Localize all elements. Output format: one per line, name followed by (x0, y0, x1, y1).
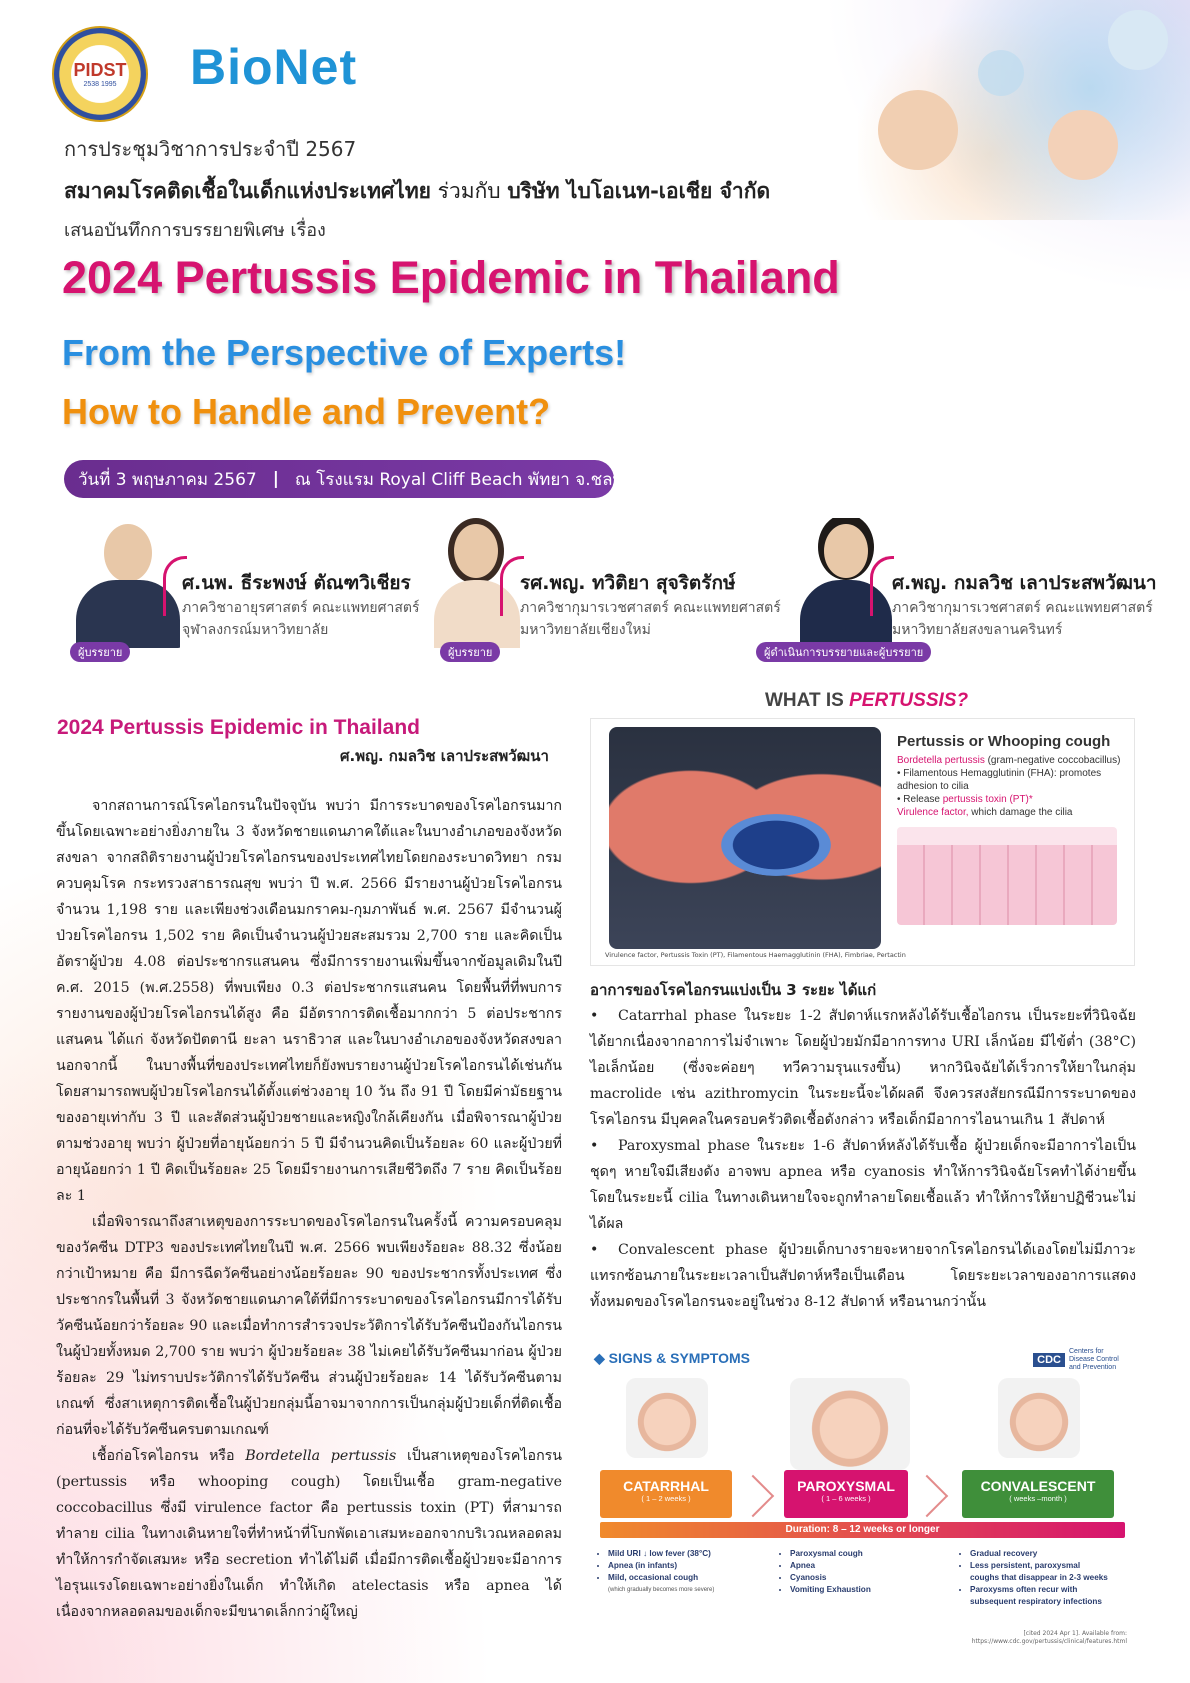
symptom-item: • Vomiting Exhaustion (790, 1584, 930, 1596)
event-venue: ณ โรงแรม Royal Cliff Beach พัทยา จ.ชลบุรี (294, 469, 633, 490)
organizer-joint: ร่วมกับ (431, 179, 508, 203)
cilia-illustration (897, 827, 1117, 925)
speaker-2-role: ผู้บรรยาย (440, 642, 500, 662)
signs-symptoms-figure (590, 1344, 1135, 1652)
speaker-1-role: ผู้บรรยาย (70, 642, 130, 662)
conference-line: การประชุมวิชาการประจำปี 2567 (64, 137, 357, 161)
figure-fact-3: • Release pertussis toxin (PT)* (897, 794, 1033, 805)
phase-box-paroxysmal (784, 1470, 908, 1518)
speaker-1-name: ศ.นพ. ธีระพงษ์ ตัณฑวิเชียร (182, 572, 411, 594)
phases-heading: อาการของโรคไอกรนแบ่งเป็น 3 ระยะ ได้แก่ (590, 981, 877, 999)
bacterium-illustration (721, 814, 831, 876)
what-is-pertussis-heading (765, 690, 968, 712)
article-paragraph-3-lead: เชื้อก่อโรคไอกรน หรือ (92, 1448, 246, 1464)
article-paragraph-2-text: เมื่อพิจารณาถึงสาเหตุของการระบาดของโรคไอกรนในครั้งนี้ ความครอบคลุมของวัคซีน DTP3 ของประเทศไทยในปี พ.ศ. 2566 พบเพียงร้อยละ 88.32 ซึ่งน้อยกว่าเป้าหมาย คือ มีการฉีดวัคซีนอย่างน้อยร้อยละ 90 ของประชากรทั้งประเทศ ซึ่งประชากรในพื้นที่ 3 จังหวัดชายแดนภาคใต้ที่มีการระบาดของโรคไอกรนมีการได้รับวัคซีนน้อยกว่าร้อยละ 90 และเมื่อทำการสำรวจประวัติการได้รับวัคซีนป้องกันไอกรนในผู้ป่วยทั้งหมด 2,700 ราย พบว่า ผู้ป่วยร้อยละ 38 ไม่เคยได้รับวัคซีนมาก่อน ผู้ป่วยร้อยละ 29 ไม่ทราบประวัติการได้รับวัคซีน ส่วนผู้ป่วยร้อยละ 14 ได้รับวัคซีนตามเกณฑ์ ซึ่งสาเหตุการติดเชื้อในผู้ป่วยกลุ่มนี้อาจมาจากการเป็นกลุ่มผู้ป่วยเด็กที่ติดเชื้อก่อนที่จะได้รับวัคซีนครบตามเกณฑ์ (56, 1214, 562, 1438)
article-paragraph-2 (56, 1209, 562, 1443)
figure-fact-1 (897, 754, 1129, 767)
symptom-item: • Apnea (790, 1560, 930, 1572)
phase-box-catarrhal-name: CATARRHAL (623, 1478, 709, 1494)
phase-paroxysmal-text: Paroxysmal phase ในระยะ 1-6 สัปดาห์หลังได้รับเชื้อ ผู้ป่วยเด็กจะมีอาการไอเป็นชุดๆ หายใจมีเสียงดัง อาจพบ apnea หรือ cyanosis ทำให้การวินิจฉัยโรคทำได้ง่ายขึ้น โดยในระยะนี้ cilia ในทางเดินหายใจจะถูกทำลายโดยเชื้อแล้ว ทำให้การให้ยาปฏิชีวนะไม่ได้ผล (590, 1138, 1136, 1232)
header-photo-children (858, 0, 1190, 220)
bionet-logo: BioNet (190, 39, 358, 95)
figure-fact-2-text: Filamentous Hemagglutinin (FHA): promotes adhesion to cilia (897, 768, 1102, 792)
phase-box-convalescent-name: CONVALESCENT (980, 1478, 1096, 1494)
duration-bar: Duration: 8 – 12 weeks or longer (600, 1522, 1125, 1538)
phase-box-convalescent-weeks: ( weeks –month ) (1009, 1494, 1067, 1503)
phase-paroxysmal (590, 1133, 1136, 1237)
symptom-item: • Cyanosis (790, 1572, 930, 1584)
baby-photo-paroxysmal (790, 1378, 910, 1470)
phase-bullet: • (590, 1242, 599, 1258)
speaker-3-accent (870, 556, 894, 616)
speaker-2-affiliation-2: มหาวิทยาลัยเชียงใหม่ (520, 622, 651, 638)
symptom-item: • Less persistent, paroxysmal coughs that disappear in 2-3 weeks (970, 1560, 1110, 1584)
article-paragraph-3-rest: เป็นสาเหตุของโรคไอกรน (pertussis หรือ whooping cough) โดยเป็นเชื้อ gram-negative coccobacillus ซึ่งมี virulence factor คือ pertussis toxin (PT) ที่สามารถทำลาย cilia ในทางเดินหายใจที่ทำหน้าที่โบกพัดเอาเสมหะออกจากบริเวณหลอดลม ทำให้การกำจัดเสมหะ หรือ secretion ทำได้ไม่ดี เมื่อมีการติดเชื้อผู้ป่วยจะมีอาการไอรุนแรงโดยเฉพาะอย่างยิ่งในเด็ก ทำให้เกิด atelectasis หรือ apnea ได้ เนื่องจากหลอดลมของเด็กจะมีขนาดเล็กกว่าผู้ใหญ่ (56, 1448, 562, 1620)
phase-box-convalescent (962, 1470, 1114, 1518)
symptom-item: • Gradual recovery (970, 1548, 1110, 1560)
symptom-item: • Mild, occasional cough (608, 1572, 768, 1584)
figure-fact-4 (897, 806, 1129, 819)
phase-box-paroxysmal-weeks: ( 1 – 6 weeks ) (821, 1494, 871, 1503)
what-is-emphasis: PERTUSSIS? (849, 690, 969, 711)
phases-list (590, 1003, 1136, 1315)
article-title: 2024 Pertussis Epidemic in Thailand (57, 716, 420, 739)
event-separator: | (272, 469, 279, 489)
figure-fact-4-rest: which damage the cilia (968, 807, 1073, 818)
baby-photo-convalescent (998, 1378, 1080, 1458)
present-line: เสนอบันทึกการบรรยายพิเศษ เรื่อง (64, 220, 326, 241)
speaker-1-affiliation-2: จุฬาลงกรณ์มหาวิทยาลัย (182, 622, 329, 638)
cdc-citation (972, 1630, 1127, 1646)
cdc-logo (1033, 1348, 1129, 1372)
symptom-item: • Paroxysms often recur with subsequent respiratory infections (970, 1584, 1110, 1608)
subtitle-perspective: From the Perspective of Experts! (62, 332, 627, 373)
figure-fact-4-lead: Virulence factor, (897, 807, 969, 818)
article-paragraph-1: จากสถานการณ์โรคไอกรนในปัจจุบัน พบว่า มีการระบาดของโรคไอกรนมากขึ้นโดยเฉพาะอย่างยิ่งภายใน 3 จังหวัดชายแดนภาคใต้และในบางอำเภอของจังหวัดสงขลา จากสถิติรายงานผู้ป่วยโรคไอกรนของประเทศไทยโดยกองระบาดวิทยา กรมควบคุมโรค กระทรวงสาธารณสุข พบว่า ปี พ.ศ. 2566 มีรายงานผู้ป่วยโรคไอกรนจำนวน 1,198 ราย และเพียงช่วงเดือนมกราคม-กุมภาพันธ์ พ.ศ. 2567 มีจำนวนผู้ป่วยโรคไอกรน 1,502 ราย คิดเป็นจำนวนผู้ป่วยสะสมรวม 2,700 ราย และคิดเป็นอัตราผู้ป่วย 4.08 ต่อประชากรแสนคน ซึ่งมีการรายงานเพิ่มขึ้นจากข้อมูลเดิมในปี ค.ศ. 2015 (พ.ศ.2558) ที่พบเพียง 0.3 ต่อประชากรแสนคน โดยพื้นที่ที่พบการรายงานของผู้ป่วยโรคไอกรนได้สูง คือ มีอัตราการติดเชื้อมากกว่า 5 ต่อประชากรแสนคน ได้แก่ จังหวัดปัตตานี ยะลา นราธิวาส และในบางอำเภอของจังหวัดสงขลา นอกจากนี้ ในบางพื้นที่ของประเทศไทยก็ยังพบรายงานผู้ป่วยโรคไอกรนได้เช่นกัน โดยสามารถพบผู้ป่วยโรคไอกรนได้ตั้งแต่ช่วงอายุ 10 วัน ถึง 91 ปี โดยมีค่ามัธยฐานของอายุเท่ากับ 3 ปี และสัดส่วนผู้ป่วยชายและหญิงใกล้เคียงกัน เมื่อพิจารณาผู้ป่วยตามช่วงอายุ พบว่า ผู้ป่วยที่อายุน้อยกว่า 5 ปี มีจำนวนคิดเป็นร้อยละ 60 และผู้ป่วยที่อายุน้อยกว่า 1 ปี คิดเป็นร้อยละ 25 โดยมีรายงานการเสียชีวิตถึง 7 ราย คิดเป็นร้อยละ 1 (56, 798, 562, 1204)
speaker-3-affiliation-1: ภาควิชากุมารเวชศาสตร์ คณะแพทยศาสตร์ (892, 600, 1153, 616)
figure-fact-1-species: Bordetella pertussis (897, 755, 985, 766)
paroxysmal-symptom-list (780, 1548, 930, 1596)
symptom-item: • Paroxysmal cough (790, 1548, 930, 1560)
organizer-line (64, 175, 770, 208)
speaker-3-affiliation-2: มหาวิทยาลัยสงขลานครินทร์ (892, 622, 1063, 638)
phase-bullet: • (590, 1008, 599, 1024)
speaker-2-name: รศ.พญ. ทวิติยา สุจริตรักษ์ (520, 572, 736, 594)
pertussis-figure (590, 718, 1135, 966)
speaker-2-affiliation-1: ภาควิชากุมารเวชศาสตร์ คณะแพทยศาสตร์ (520, 600, 781, 616)
convalescent-symptom-list (960, 1548, 1110, 1608)
cdc-citation-line-1: [cited 2024 Apr 1]. Available from: (1023, 1630, 1127, 1637)
figure-fact-3-lead: Release (903, 794, 943, 805)
phase-catarrhal (590, 1003, 1136, 1133)
phase-box-paroxysmal-name: PAROXYSMAL (797, 1478, 895, 1494)
figure-heading: Pertussis or Whooping cough (897, 733, 1111, 750)
event-date: วันที่ 3 พฤษภาคม 2567 (78, 469, 257, 490)
phase-box-catarrhal-weeks: ( 1 – 2 weeks ) (641, 1494, 691, 1503)
speaker-3-role: ผู้ดำเนินการบรรยายและผู้บรรยาย (756, 642, 931, 662)
symptom-item: • Mild URI ↓ low fever (38°C) (608, 1548, 768, 1560)
cdc-citation-line-2: https://www.cdc.gov/pertussis/clinical/features.html (971, 1638, 1127, 1645)
phase-catarrhal-text: Catarrhal phase ในระยะ 1-2 สัปดาห์แรกหลังได้รับเชื้อไอกรน เป็นระยะที่วินิจฉัยได้ยากเนื่องจากอาการไม่จำเพาะ โดยผู้ป่วยมักมีอาการทาง URI เล็กน้อย มีไข้ต่ำ (38°C) ไอเล็กน้อย (ซึ่งจะค่อยๆ ทวีความรุนแรงขึ้น) หากวินิจฉัยได้เร็วการให้ยาในกลุ่ม macrolide เช่น azithromycin ในระยะนี้จะได้ผลดี จึงควรสงสัยกรณีมีการระบาดของโรคไอกรน มีบุคคลในครอบครัวติดเชื้อดังกล่าว หรือเด็กมีอาการไอนานเกิน 1 สัปดาห์ (590, 1008, 1136, 1128)
article-paragraph-3-species: Bordetella pertussis (245, 1448, 397, 1464)
baby-photo-catarrhal (626, 1378, 708, 1458)
pidst-logo-years: 2538 1995 (83, 81, 117, 88)
signs-title: ◆ SIGNS & SYMPTOMS (594, 1350, 750, 1366)
article-body (56, 793, 562, 1625)
figure-fact-1-rest: (gram-negative coccobacillus) (984, 755, 1121, 766)
subtitle-handle-prevent: How to Handle and Prevent? (62, 391, 551, 432)
catarrhal-symptom-list (598, 1548, 768, 1596)
phase-bullet: • (590, 1138, 599, 1154)
cdc-logo-box: CDC (1033, 1353, 1065, 1367)
phase-box-catarrhal (600, 1470, 732, 1518)
speaker-1-affiliation-1: ภาควิชาอายุรศาสตร์ คณะแพทยศาสตร์ (182, 600, 420, 616)
organizer-society: สมาคมโรคติดเชื้อในเด็กแห่งประเทศไทย (64, 179, 431, 203)
what-is-text: WHAT IS (765, 690, 850, 711)
figure-fact-3-toxin: pertussis toxin (PT)* (942, 794, 1033, 805)
event-info-pill (64, 460, 633, 498)
organizer-company: บริษัท ไบโอเนท-เอเชีย จำกัด (507, 179, 771, 203)
cdc-logo-text: Centers for Disease Control and Prevention (1069, 1348, 1119, 1371)
symptom-note: (which gradually becomes more severe) (608, 1587, 715, 1593)
speaker-3-name: ศ.พญ. กมลวิช เลาประสพวัฒนา (892, 572, 1157, 594)
article-paragraph-3 (56, 1443, 562, 1625)
pidst-logo-text: PIDST (73, 60, 127, 80)
symptom-item: • Apnea (in infants) (608, 1560, 768, 1572)
arrow-icon (906, 1475, 948, 1517)
figure-fact-2: • Filamentous Hemagglutinin (FHA): promotes adhesion to cilia (897, 768, 1102, 792)
pidst-logo (52, 26, 148, 122)
arrow-icon (732, 1475, 774, 1517)
figure-caption: Virulence factor, Pertussis Toxin (PT), Filamentous Haemagglutinin (FHA), Fimbriae, Pertactin (605, 951, 906, 959)
figure-facts-list (897, 754, 1129, 819)
phase-convalescent-text: Convalescent phase ผู้ป่วยเด็กบางรายจะหายจากโรคไอกรนได้เองโดยไม่มีภาวะแทรกซ้อนภายในระยะเวลาเป็นสัปดาห์หรือเป็นเดือน โดยระยะเวลาของอาการแสดงทั้งหมดของโรคไอกรนจะอยู่ในช่วง 8-12 สัปดาห์ หรือนานกว่านั้น (590, 1242, 1136, 1310)
phase-convalescent (590, 1237, 1136, 1315)
main-title: 2024 Pertussis Epidemic in Thailand (62, 252, 840, 303)
article-author: ศ.พญ. กมลวิช เลาประสพวัฒนา (340, 747, 549, 765)
